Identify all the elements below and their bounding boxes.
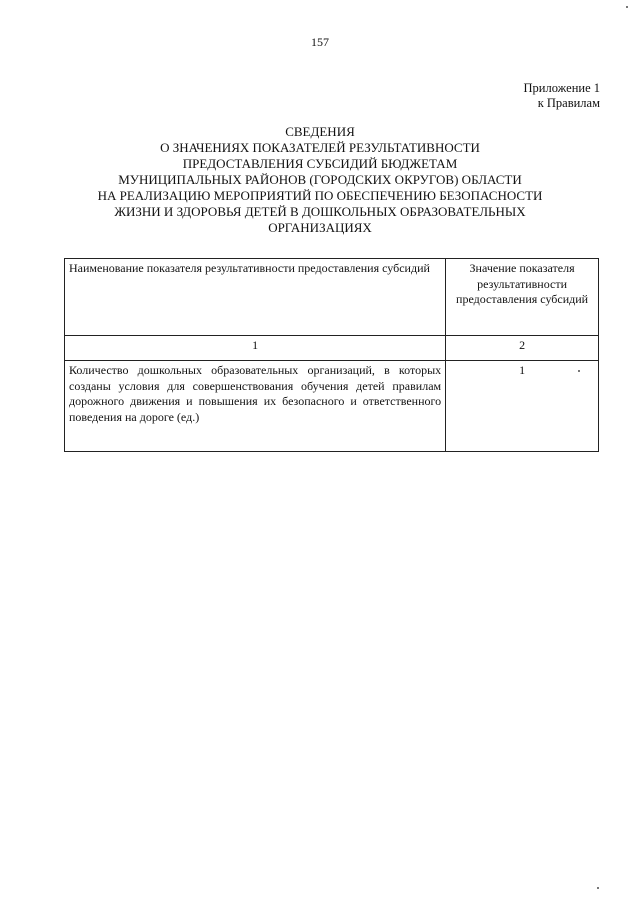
column-number-1: 1 xyxy=(65,336,446,361)
title-line-5: НА РЕАЛИЗАЦИЮ МЕРОПРИЯТИЙ ПО ОБЕСПЕЧЕНИЮ БЕЗОПАСНОСТИ xyxy=(97,188,543,203)
table-header-row xyxy=(65,259,599,336)
indicator-name-cell: Количество дошкольных образовательных организаций, в которых созданы условия для совершенствования обучения детей правилам дорожного движения и повышения их безопасного и ответственного поведения на дороге (ед.) xyxy=(65,361,446,452)
scan-speck xyxy=(578,370,580,372)
page-number: 157 xyxy=(311,35,329,49)
header-indicator-name: Наименование показателя результативности предоставления субсидий xyxy=(65,259,446,336)
appendix-reference xyxy=(524,81,600,111)
indicators-table xyxy=(64,258,599,452)
table-row xyxy=(65,361,599,452)
indicator-value-cell: 1 xyxy=(446,361,599,452)
scan-speck xyxy=(626,6,628,8)
title-line-7: ОРГАНИЗАЦИЯХ xyxy=(268,220,372,235)
appendix-line-2: к Правилам xyxy=(537,96,600,110)
header-indicator-value: Значение показателя результативности предоставления субсидий xyxy=(446,259,599,336)
title-line-6: ЖИЗНИ И ЗДОРОВЬЯ ДЕТЕЙ В ДОШКОЛЬНЫХ ОБРАЗОВАТЕЛЬНЫХ xyxy=(114,204,526,219)
title-line-4: МУНИЦИПАЛЬНЫХ РАЙОНОВ (ГОРОДСКИХ ОКРУГОВ) ОБЛАСТИ xyxy=(118,172,522,187)
appendix-line-1: Приложение 1 xyxy=(523,81,600,95)
table-column-numbers-row xyxy=(65,336,599,361)
title-line-3: ПРЕДОСТАВЛЕНИЯ СУБСИДИЙ БЮДЖЕТАМ xyxy=(182,156,458,171)
title-line-1: СВЕДЕНИЯ xyxy=(285,124,355,139)
document-title xyxy=(60,124,580,236)
column-number-2: 2 xyxy=(446,336,599,361)
title-line-2: О ЗНАЧЕНИЯХ ПОКАЗАТЕЛЕЙ РЕЗУЛЬТАТИВНОСТИ xyxy=(160,140,480,155)
scan-speck xyxy=(597,887,599,889)
